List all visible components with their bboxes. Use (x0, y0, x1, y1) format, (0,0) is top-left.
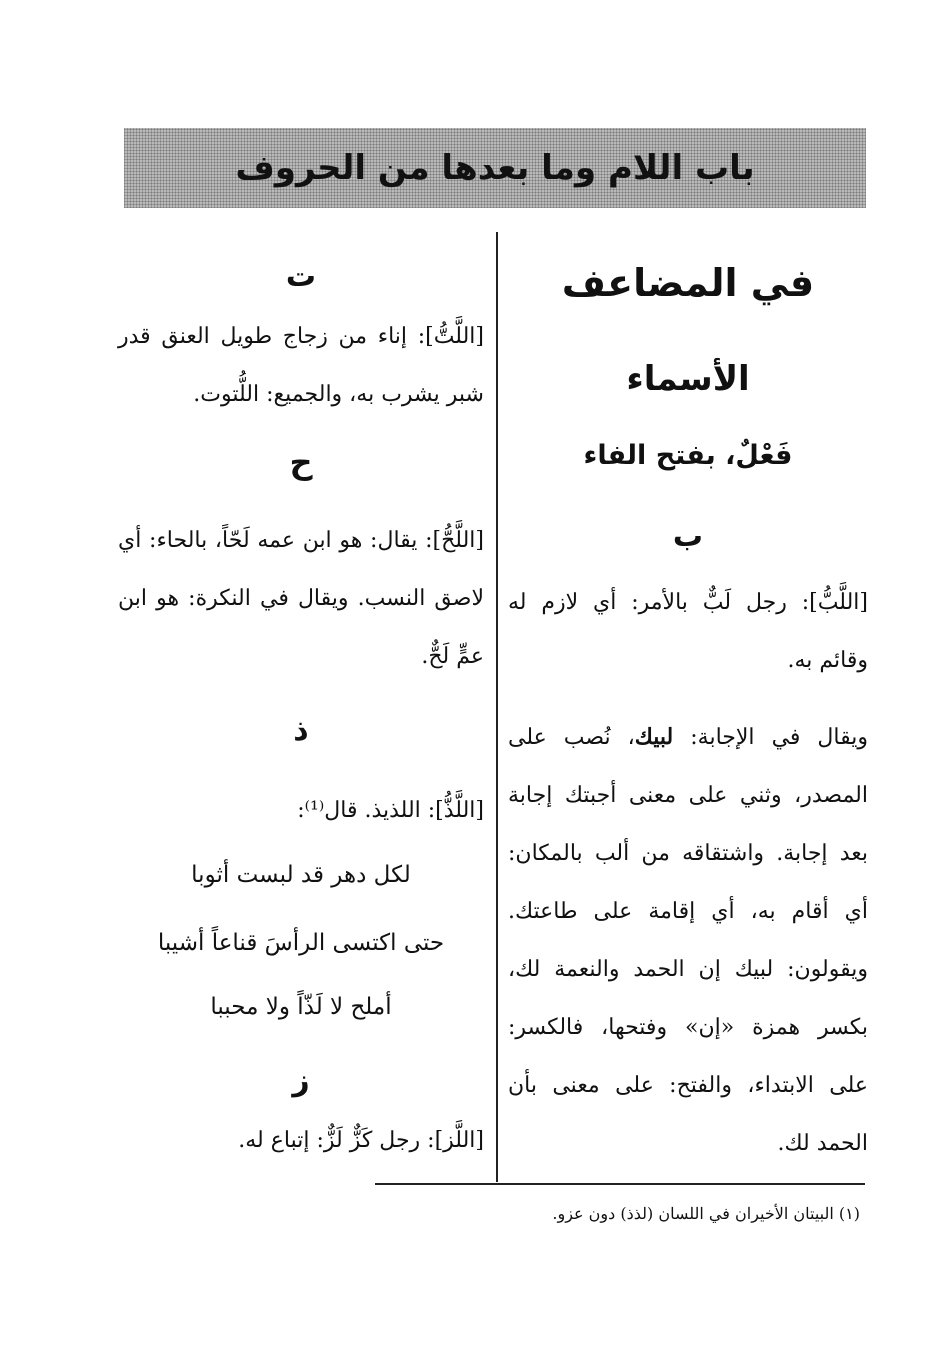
entry-lahh: [اللَّحُّ]: يقال: هو ابن عمه لَحّاً، بالحاء: أي لاصق النسب. ويقال في النكرة: هو ابن عمٍّ لَحٌّ. (118, 528, 484, 669)
letter-heading-dh: ذ (293, 713, 309, 748)
verse-line-1: لكل دهر قد لبست أثوبا (191, 862, 411, 888)
verse-line-3: أملح لا لَذّاً ولا محببا (210, 994, 392, 1020)
subsection-heading: الأسماء (626, 359, 750, 399)
letter-heading-h: ح (289, 443, 313, 481)
footnote: (١) البيتان الأخيران في اللسان (لذذ) دون عزو. (552, 1204, 860, 1223)
letter-heading-t: ت (285, 259, 317, 294)
letter-heading-z: ز (292, 1063, 310, 1098)
chapter-title: باب اللام وما بعدها من الحروف (235, 148, 755, 188)
entry-labbayk-keyword: لبيك (634, 724, 674, 750)
section-heading: في المضاعف (561, 261, 815, 305)
entry-lubb: [اللَّبُّ]: رجل لَبٌّ بالأمر: أي لازم له وقائم به. (508, 590, 868, 673)
entry-lazz: [اللَّز]: رجل كَزٌّ لَزٌّ: إتباع له. (238, 1128, 484, 1153)
entry-labbayk-intro: ويقال في الإجابة: (673, 725, 868, 750)
entry-latt: [اللَّتُّ]: إناء من زجاج طويل العنق قدر شبر يشرب به، والجميع: اللُّتوت. (118, 324, 484, 407)
chapter-banner (124, 128, 866, 208)
verse-line-2: حتى اكتسى الرأسَ قناعاً أشيبا (157, 930, 445, 956)
footnote-rule (375, 1183, 865, 1185)
column-divider (496, 232, 498, 1182)
entry-labbayk (508, 708, 868, 1173)
pattern-heading: فَعْلٌ، بفتح الفاء (583, 440, 793, 471)
letter-heading-b: ب (672, 519, 704, 554)
entry-ladhdh: [اللَّذُّ]: اللذيذ. قال⁽¹⁾: (297, 798, 484, 823)
entry-labbayk-body: ، نُصب على المصدر، وثني على معنى أجبتك إجابة بعد إجابة. واشتقاقه من ألب بالمكان: أي أقام به، أي إقامة على طاعتك. ويقولون: لبيك إن الحمد والنعمة لك، بكسر همزة «إن» وفتحها، فالكسر: على الابتداء، والفتح: على معنى بأن الحمد لك. (508, 725, 868, 1156)
